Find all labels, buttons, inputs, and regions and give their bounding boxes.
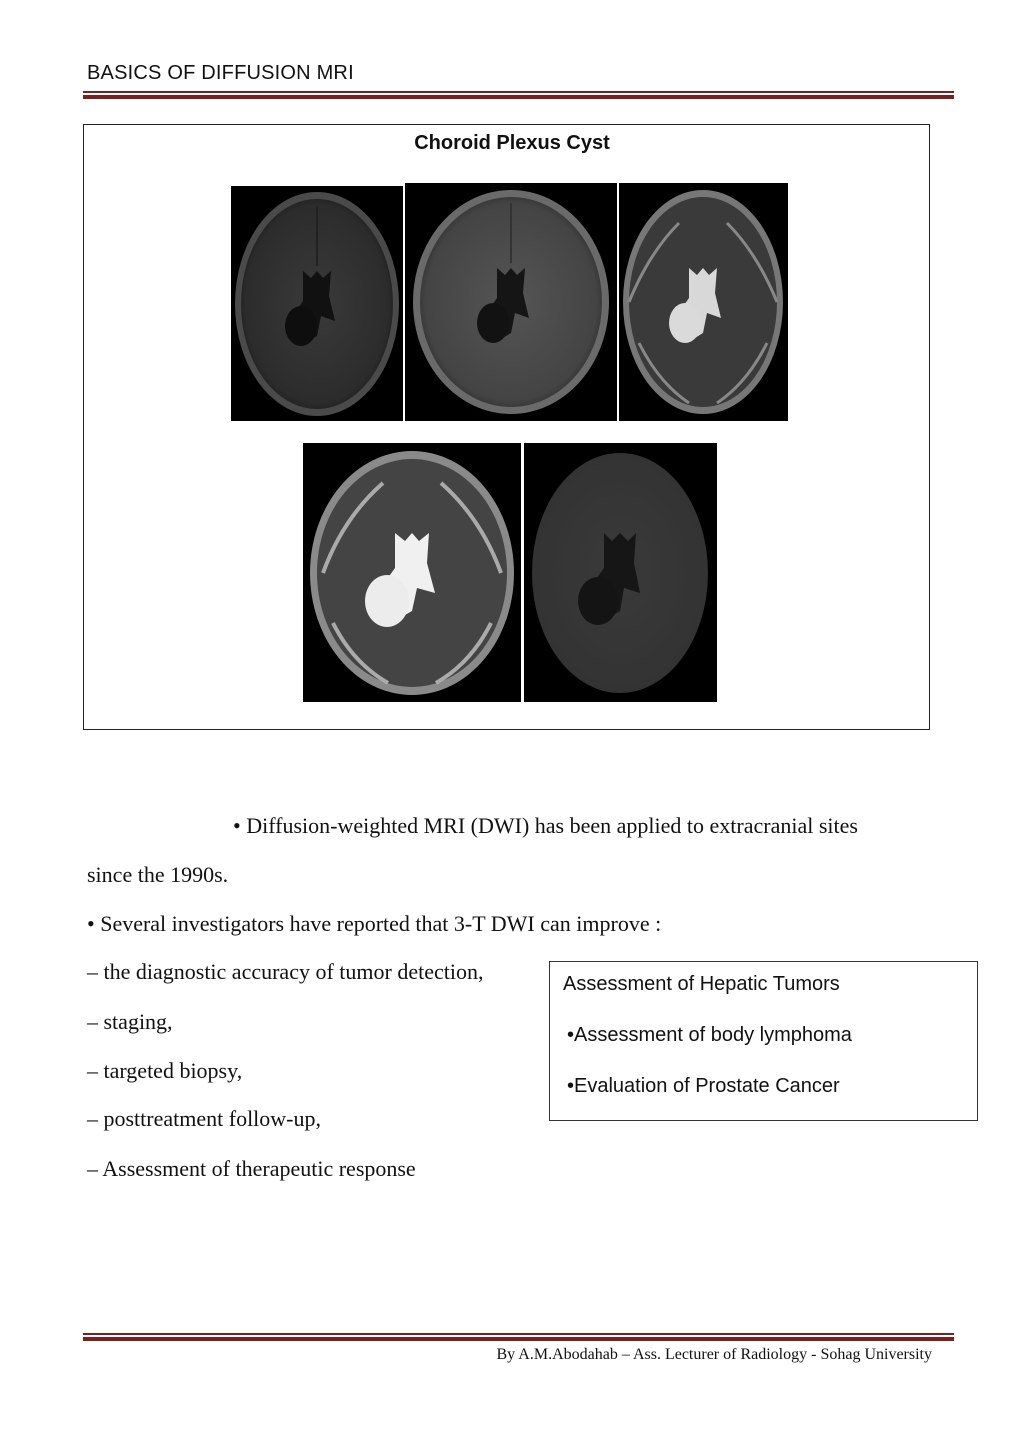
list-item: – Assessment of therapeutic response xyxy=(87,1156,416,1181)
list-item: – staging, xyxy=(87,1009,173,1034)
intro-continuation: since the 1990s. xyxy=(87,862,229,887)
mri-dwi-axial-image xyxy=(524,443,717,702)
header-rule xyxy=(83,91,954,99)
callout-bullet: •Assessment of body lymphoma xyxy=(567,1024,852,1046)
figure-title: Choroid Plexus Cyst xyxy=(414,132,610,154)
mri-t2-axial-image xyxy=(619,183,788,421)
mri-t1-axial-image xyxy=(231,186,403,421)
investigators-line: • Several investigators have reported that 3-T DWI can improve : xyxy=(87,911,662,936)
page-header-title: BASICS OF DIFFUSION MRI xyxy=(87,62,354,84)
footer-rule xyxy=(83,1333,954,1341)
callout-heading: Assessment of Hepatic Tumors xyxy=(563,973,840,995)
list-item: – targeted biopsy, xyxy=(87,1058,243,1083)
intro-bullet: • Diffusion-weighted MRI (DWI) has been applied to extracranial sites xyxy=(233,813,858,838)
mri-flair-axial-image xyxy=(405,183,617,421)
applications-callout xyxy=(549,961,978,1121)
footer-credit: By A.M.Abodahab – Ass. Lecturer of Radiology - Sohag University xyxy=(496,1346,932,1363)
list-item: – the diagnostic accuracy of tumor detection, xyxy=(87,959,484,984)
mri-adc-axial-image xyxy=(303,443,521,702)
list-item: – posttreatment follow-up, xyxy=(87,1106,322,1131)
callout-bullet: •Evaluation of Prostate Cancer xyxy=(567,1075,840,1097)
